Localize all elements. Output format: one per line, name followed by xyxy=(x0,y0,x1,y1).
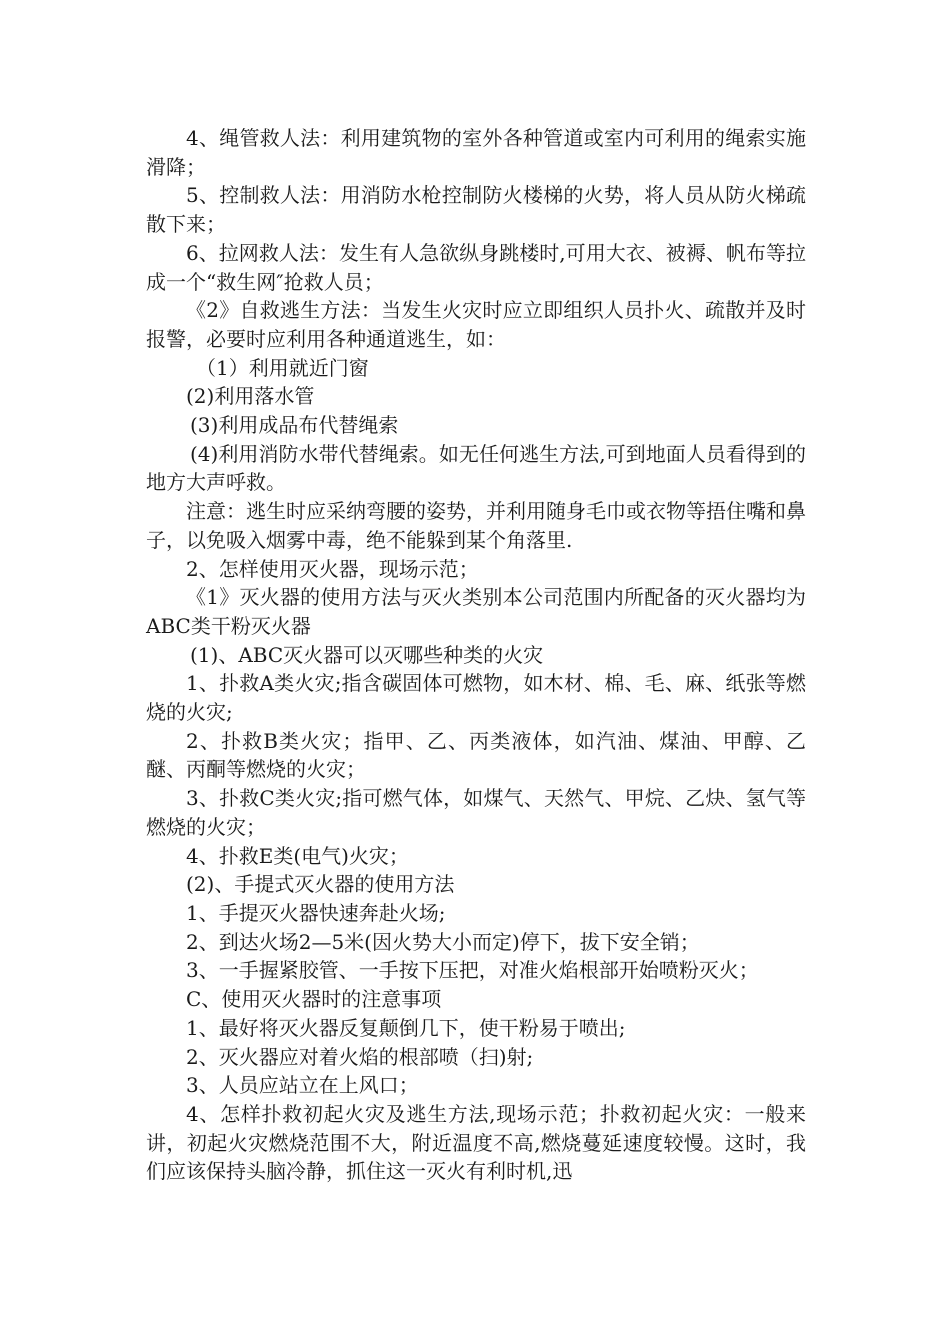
list-item-drainpipe: (2)利用落水管 xyxy=(186,384,315,409)
list-item-class-b: 2、扑救B类火灾；指甲、乙、丙类液体，如汽油、煤油、甲醇、乙醚、丙酮等燃烧的火灾； xyxy=(146,728,806,782)
list-item-precaution-3: 3、人员应站立在上风口； xyxy=(186,1073,419,1098)
list-item-class-e: 4、扑救E类(电气)火灾； xyxy=(186,843,409,868)
paragraph-portable-usage: (2)、手提式灭火器的使用方法 xyxy=(186,872,455,897)
paragraph-initial-fire: 4、怎样扑救初起火灾及逃生方法,现场示范；扑救初起火灾：一般来讲，初起火灾燃烧范围不大，附近温度不高,燃烧蔓延速度较慢。这时，我们应该保持头脑冷静，抓住这一灭火有利时机,迅 xyxy=(146,1101,806,1184)
list-item-step-3: 3、一手握紧胶管、一手按下压把，对准火焰根部开始喷粉灭火； xyxy=(186,958,759,983)
paragraph-extinguisher-heading: 2、怎样使用灭火器，现场示范； xyxy=(186,556,479,581)
paragraph-caution: 注意：逃生时应采纳弯腰的姿势，并利用随身毛巾或衣物等捂住嘴和鼻子，以免吸入烟雾中毒，绝不能躲到某个角落里. xyxy=(146,499,806,552)
list-item-precaution-2: 2、灭火器应对着火焰的根部喷（扫)射; xyxy=(186,1044,534,1069)
paragraph-rope-rescue: 4、绳管救人法：利用建筑物的室外各种管道或室内可利用的绳索实施滑降； xyxy=(146,126,806,179)
list-item-class-c: 3、扑救C类火灾;指可燃气体，如煤气、天然气、甲烷、乙炔、氢气等燃烧的火灾； xyxy=(146,786,806,839)
list-item-precaution-1: 1、最好将灭火器反复颠倒几下，使干粉易于喷出; xyxy=(186,1015,626,1040)
paragraph-control-rescue: 5、控制救人法：用消防水枪控制防火楼梯的火势，将人员从防火梯疏散下来； xyxy=(146,183,806,237)
paragraph-extinguisher-usage: 《1》灭火器的使用方法与灭火类别本公司范围内所配备的灭火器均为ABC类干粉灭火器 xyxy=(146,585,806,638)
list-item-step-2: 2、到达火场2—5米(因火势大小而定)停下，拔下安全销； xyxy=(186,929,700,954)
paragraph-abc-types: (1)、ABC灭火器可以灭哪些种类的火灾 xyxy=(190,642,544,667)
document-body xyxy=(146,124,806,1186)
list-item-fire-hose: (4)利用消防水带代替绳索。如无任何逃生方法,可到地面人员看得到的地方大声呼救。 xyxy=(146,441,806,495)
paragraph-precautions: C、使用灭火器时的注意事项 xyxy=(186,987,442,1012)
list-item-class-a: 1、扑救A类火灾;指含碳固体可燃物，如木材、棉、毛、麻、纸张等燃烧的火灾; xyxy=(146,671,806,725)
list-item-step-1: 1、手提灭火器快速奔赴火场; xyxy=(186,900,446,925)
list-item-window: （1）利用就近门窗 xyxy=(196,355,369,380)
list-item-cloth-rope: (3)利用成品布代替绳索 xyxy=(190,413,399,438)
paragraph-self-rescue: 《2》自救逃生方法：当发生火灾时应立即组织人员扑火、疏散并及时报警，必要时应利用各种通道逃生，如： xyxy=(146,298,806,351)
paragraph-net-rescue: 6、拉网救人法：发生有人急欲纵身跳楼时,可用大衣、被褥、帆布等拉成一个“救生网″抢救人员； xyxy=(146,240,806,294)
